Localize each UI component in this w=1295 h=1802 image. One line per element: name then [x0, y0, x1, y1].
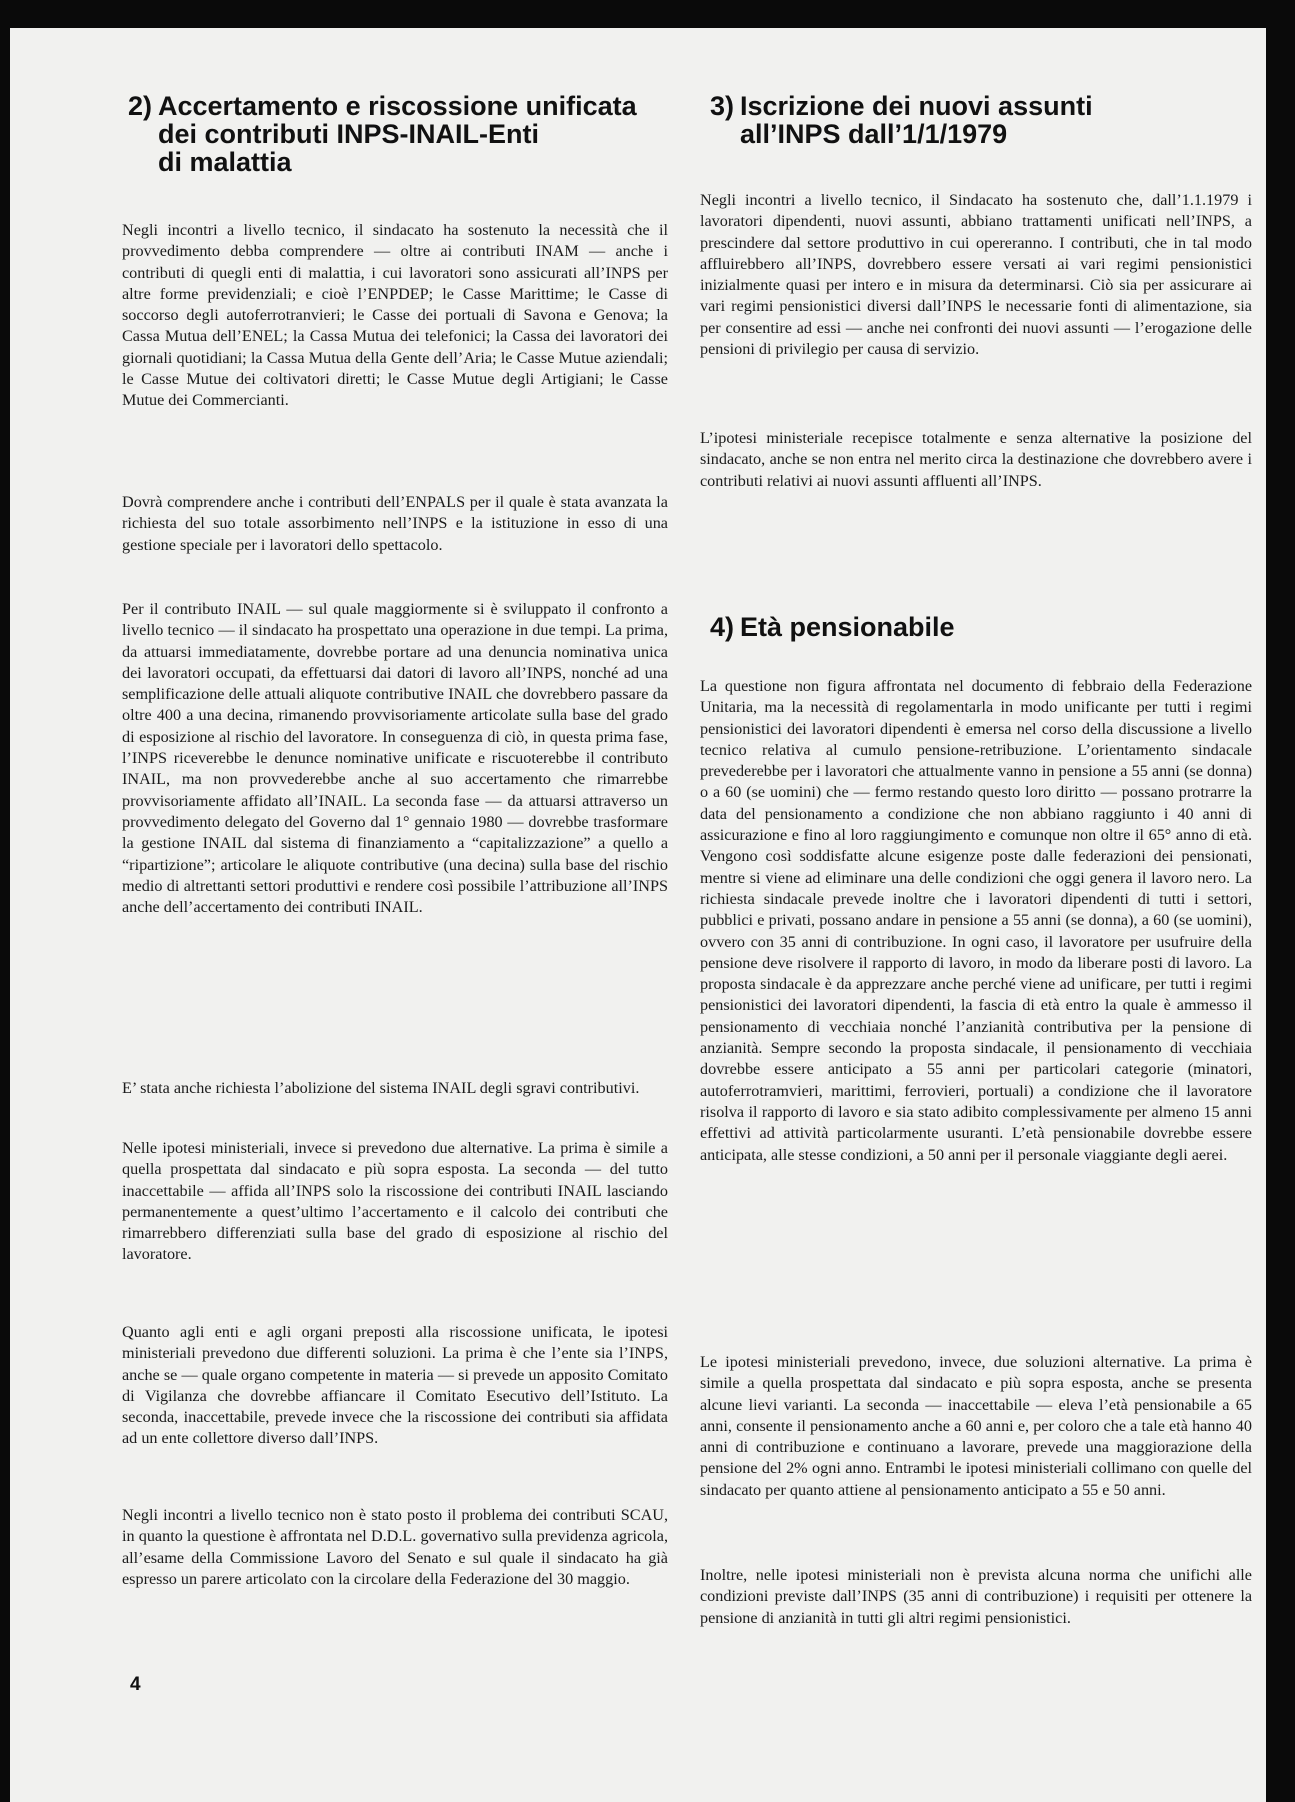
s2-paragraph-5: Nelle ipotesi ministeriali, invece si prevedono due alternative. La prima è simile a quella prospettata dal sindacato e più sopra esposta. La seconda — del tutto inaccettabile — affida all’INPS solo la riscossione dei contributi INAIL lasciando permanentemente a quest’ultimo l’accertamento e il calcolo dei contributi che rimarrebbero differenziati sulla base del grado di esposizione al rischio del lavoratore.: [122, 1139, 668, 1264]
s3-paragraph-2: L’ipotesi ministeriale recepisce totalmente e senza alternative la posizione del sindacato, anche se non entra nel merito circa la destinazione che dovrebbero avere i contributi relativi ai nuovi assunti affluenti all’INPS.: [700, 429, 1252, 490]
section-2-title-line-3: di malattia: [158, 147, 292, 177]
section-3-title-line-2: all’INPS dall’1/1/1979: [740, 119, 1008, 149]
page-number: 4: [130, 1674, 141, 1695]
s4-paragraph-2: Le ipotesi ministeriali prevedono, invece, due soluzioni alternative. La prima è simile a quella prospettata dal sindacato e più sopra esposta, anche se presenta alcune lievi varianti. La seconda — inaccettabile — eleva l’età pensionabile a 65 anni, consente il pensionamento anche a 60 anni e, per coloro che a tale età hanno 40 anni di contribuzione e continuano a lavorare, prevede una maggiorazione della pensione del 2% ogni anno. Entrambi le ipotesi ministeriali collimano con quelle del sindacato per quanto attiene al pensionamento anticipato a 55 e 50 anni.: [700, 1353, 1252, 1499]
section-2-title-line-1: Accertamento e riscossione unificata: [158, 91, 637, 121]
section-4-number: 4): [710, 612, 735, 642]
s3-paragraph-1: Negli incontri a livello tecnico, il Sindacato ha sostenuto che, dall’1.1.1979 i lavoratori dipendenti, nuovi assunti, abbiano trattamenti unificati nell’INPS, a prescindere dal settore produttivo in cui opereranno. I contributi, che in tal modo affluirebbero all’INPS, dovrebbero essere versati ai vari regimi pensionistici inizialmente quasi per intero e in misura da determinarsi. Ciò sia per assicurare ai vari regimi pensionistici diversi dall’INPS le necessarie fonti di alimentazione, sia per consentire ad essi — anche nei confronti dei nuovi assunti — l’erogazione delle pensioni di privilegio per causa di servizio.: [700, 191, 1252, 359]
s2-paragraph-2: Dovrà comprendere anche i contributi dell’ENPALS per il quale è stata avanzata la richiesta del suo totale assorbimento nell’INPS e la istituzione in esso di una gestione speciale per i lavoratori dello spettacolo.: [122, 493, 668, 554]
s2-paragraph-4: E’ stata anche richiesta l’abolizione del sistema INAIL degli sgravi contributivi.: [122, 1079, 640, 1097]
section-2-number: 2): [128, 91, 153, 121]
document-page: [10, 28, 1266, 1802]
section-3-heading: [710, 92, 1250, 148]
s2-paragraph-1: Negli incontri a livello tecnico, il sindacato ha sostenuto la necessità che il provvedimento debba comprendere — oltre ai contributi INAM — anche i contributi di quegli enti di malattia, i cui lavoratori sono assicurati all’INPS per altre forme previdenziali; e cioè l’ENPDEP; le Casse Marittime; le Casse di soccorso degli autoferrotranvieri; le Casse dei portuali di Savona e Genova; la Cassa Mutua dell’ENEL; la Cassa Mutua dei telefonici; la Cassa dei lavoratori dei giornali quotidiani; la Cassa Mutua della Gente dell’Aria; le Casse Mutue aziendali; le Casse Mutue dei coltivatori diretti; le Casse Mutue degli Artigiani; le Casse Mutue dei Commercianti.: [122, 221, 668, 410]
section-3-number: 3): [710, 91, 735, 121]
s4-paragraph-1: La questione non figura affrontata nel documento di febbraio della Federazione Unitaria, ma la necessità di regolamentarla in modo unificante per tutti i regimi pensionistici dei lavoratori dipendenti è emersa nel corso della discussione a livello tecnico relativa al cumulo pensione-retribuzione. L’orientamento sindacale prevederebbe per i lavoratori che attualmente vanno in pensione a 55 anni (se donna) o a 60 (se uomini) che — fermo restando questo loro diritto — possano protrarre la data del pensionamento a condizione che non abbiano raggiunto i 40 anni di assicurazione e fino al loro raggiungimento e comunque non oltre il 65° anno di età. Vengono così soddisfatte alcune esigenze poste dalle federazioni dei pensionati, mentre si viene ad eliminare una delle condizioni che oggi genera il lavoro nero. La richiesta sindacale prevede inoltre che i lavoratori dipendenti di tutti i settori, pubblici e privati, possano andare in pensione a 55 anni (se donna), a 60 (se uomini), ovvero con 35 anni di contribuzione. In ogni caso, il lavoratore per usufruire della pensione deve risolvere il rapporto di lavoro, in modo da liberare posti di lavoro. La proposta sindacale è da apprezzare anche perché viene ad unificare, per tutti i regimi pensionistici dei lavoratori dipendenti, la fascia di età entro la quale è ammesso il pensionamento di vecchiaia nonché l’anzianità contributiva per la pensione di anzianità. Sempre secondo la proposta sindacale, il pensionamento di vecchiaia dovrebbe essere anticipato a 55 anni per particolari categorie (minatori, autoferrotramvieri, marittimi, ferrovieri, portuali) a condizione che il lavoratore risolva il rapporto di lavoro e sia stato adibito complessivamente per almeno 15 anni effettivi ad attività particolarmente usuranti. L’età pensionabile dovrebbe essere anticipata, alle stesse condizioni, a 50 anni per il personale viaggiante degli aerei.: [700, 677, 1252, 1164]
section-4-heading: [710, 613, 1250, 641]
s4-paragraph-3: Inoltre, nelle ipotesi ministeriali non è prevista alcuna norma che unifichi alle condizioni previste dall’INPS (35 anni di contribuzione) i requisiti per ottenere la pensione di anzianità in tutti gli altri regimi pensionistici.: [700, 1566, 1252, 1627]
s2-paragraph-3: Per il contributo INAIL — sul quale maggiormente si è sviluppato il confronto a livello tecnico — il sindacato ha prospettato una operazione in due tempi. La prima, da attuarsi immediatamente, dovrebbe portare ad una denuncia nominativa unica dei lavoratori occupati, da effettuarsi dai datori di lavoro all’INPS, nonché ad una semplificazione delle attuali aliquote contributive INAIL che dovrebbero passare da oltre 400 a una decina, rimanendo provvisoriamente articolate sulla base del grado di esposizione al rischio del lavoratore. In conseguenza di ciò, in questa prima fase, l’INPS riceverebbe le denunce nominative unificate e riscuoterebbe il contributo INAIL, ma non provvederebbe anche al suo accertamento che rimarrebbe provvisoriamente affidato all’INAIL. La seconda fase — da attuarsi attraverso un provvedimento delegato del Governo dal 1° gennaio 1980 — dovrebbe trasformare la gestione INAIL dal sistema di finanziamento a “capitalizzazione” a quello a “ripartizione”; articolare le aliquote contributive (una decina) sulla base del rischio medio di altrettanti settori produttivi e rendere così possibile l’attribuzione all’INPS anche dell’accertamento dei contributi INAIL.: [122, 600, 668, 917]
section-3-title-line-1: Iscrizione dei nuovi assunti: [740, 91, 1093, 121]
section-2-title-line-2: dei contributi INPS-INAIL-Enti: [158, 119, 539, 149]
s2-paragraph-7: Negli incontri a livello tecnico non è stato posto il problema dei contributi SCAU, in quanto la questione è affrontata nel D.D.L. governativo sulla previdenza agricola, all’esame della Commissione Lavoro del Senato e sul quale il sindacato ha già espresso un parere articolato con la circolare della Federazione del 30 maggio.: [122, 1506, 668, 1588]
s2-paragraph-6: Quanto agli enti e agli organi preposti alla riscossione unificata, le ipotesi ministeriali prevedono due differenti soluzioni. La prima è che l’ente sia l’INPS, anche se — quale organo competente in materia — si prevede un apposito Comitato di Vigilanza che dovrebbe affiancare il Comitato Esecutivo dell’Istituto. La seconda, inaccettabile, prevede invece che la riscossione dei contributi sia affidata ad un ente collettore diverso dall’INPS.: [122, 1323, 668, 1448]
section-4-title-line-1: Età pensionabile: [740, 612, 955, 642]
section-2-heading: [128, 92, 668, 176]
